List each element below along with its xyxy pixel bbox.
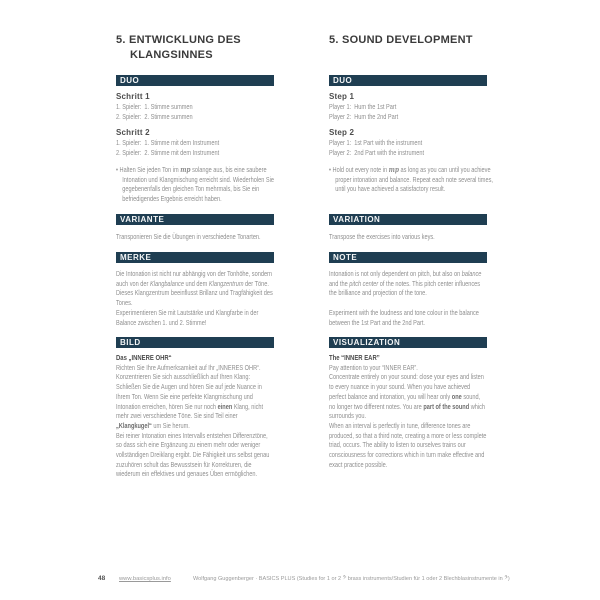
step1-label-german: Schritt 1 (116, 92, 150, 101)
variante-text: Transponieren Sie die Übungen in verschiedene Tonarten. (116, 232, 261, 241)
bild-paragraph1: Richten Sie Ihre Aufmerksamkeit auf Ihr „INNERES OHR“. Konzentrieren Sie sich ausschließlich auf Ihren Klang: Schließen Sie die Augen und hören Sie auf jede Nuance in Ihrem Ton. Wenn Sie eine perfekte Klangmischung und Intonation erreichen, hören Sie nur noch einen Klang, nicht mehr zwei verschiedene Töne. Sie sind Teil einer „Klangkugel“ um Sie herum. (116, 362, 265, 430)
website-link: www.basicsplus.info (119, 576, 171, 582)
visualization-paragraph1: Concentrate entirely on your sound: close your eyes and listen to every nuance in your sound. When you have achieved perfect balance and intonation, you will hear only one sound, no longer two different notes. You are part of the sound which surrounds you. (329, 372, 487, 421)
section-note (329, 252, 487, 328)
step2-line1-english: Player 1: 1st Part with the instrument (329, 138, 423, 148)
section-bar-variation: VARIATION (329, 214, 487, 225)
section-visualization (329, 337, 487, 469)
variation-text: Transpose the exercises into various keys. (329, 232, 435, 241)
chapter-title-line2: KLANGSINNES (130, 48, 213, 61)
step2-label-english: Step 2 (329, 128, 355, 138)
section-bar-visualization: VISUALIZATION (329, 337, 487, 348)
section-bar-merke: MERKE (116, 252, 274, 263)
chapter-title-line1: 5. ENTWICKLUNG DES (116, 34, 241, 46)
duo-bullet-german: • Halten Sie jeden Ton im mp solange aus, bis eine saubere Intonation und Klangmischung erreicht sind. Wiederholen Sie gegebenenfalls den gleichen Ton mehrmals, bis Sie ein befriedigendes Ergebnis erreicht haben. (116, 164, 276, 203)
section-bar-duo-german: DUO (116, 75, 274, 86)
step1-line1-english: Player 1: Hum the 1st Part (329, 102, 397, 111)
section-duo-english (329, 75, 495, 194)
section-bar-duo-english: DUO (329, 75, 487, 86)
visualization-paragraph2: When an interval is perfectly in tune, difference tones are produced, so that a third note, creating a more or less complete triad, occurs. The ability to listen to ourselves trains our consciousness for corrections which in turn make effective and exact practice possible. (329, 420, 488, 469)
section-bild (116, 337, 274, 479)
step2-label-german: Schritt 2 (116, 128, 150, 138)
page-number: 48 (98, 575, 106, 582)
visualization-paragraph0: Pay attention to your “INNER EAR”. (329, 362, 418, 372)
step2-line2-german: 2. Spieler: 2. Stimme mit dem Instrument (116, 148, 220, 158)
merke-paragraph1: Die Intonation ist nicht nur abhängig von der Tonhöhe, sondern auch von der Klangbalance und dem Klangzentrum der Töne. Dieses Klangzentrum beeinflusst Brillanz und Tragfähigkeit des Tones. (116, 269, 275, 308)
step1-label-english: Step 1 (329, 92, 355, 101)
bild-paragraph2: Bei reiner Intonation eines Intervalls entstehen Differenztöne, so dass sich eine Ergänzung zu einem mehr oder weniger vollständigen Dreiklang ergibt. Die Fähigkeit uns selbst genau zuzuhören schult das Bewusstsein für Korrekturen, die wiederum ein effektives und genaues Üben ermöglichen. (116, 430, 271, 479)
section-variation (329, 214, 487, 242)
chapter-title-german (116, 33, 274, 62)
section-bar-bild: BILD (116, 337, 274, 348)
visualization-heading: The “INNER EAR” (329, 353, 380, 362)
step2-line1-german: 1. Spieler: 1. Stimme mit dem Instrument (116, 138, 220, 148)
book-credit: Wolfgang Guggenberger · BASICS PLUS (Studies for 1 or 2 𝄢 brass instruments/Studien für 1 oder 2 Blechblasinstrumente in 𝄢) (193, 576, 510, 582)
step2-line2-english: Player 2: 2nd Part with the instrument (329, 148, 425, 158)
section-bar-note: NOTE (329, 252, 487, 263)
german-column (116, 0, 274, 600)
chapter-title-english (329, 33, 487, 48)
merke-paragraph2: Experimentieren Sie mit Lautstärke und Klangfarbe in der Balance zwischen 1. und 2. Stimme! (116, 307, 260, 327)
section-bar-variante: VARIANTE (116, 214, 274, 225)
chapter-title-line1-en: 5. SOUND DEVELOPMENT (329, 34, 473, 46)
note-paragraph2: Experiment with the loudness and tone colour in the balance between the 1st Part and the 2nd Part. (329, 308, 481, 327)
section-merke (116, 252, 274, 327)
step1-line1-german: 1. Spieler: 1. Stimme summen (116, 102, 193, 111)
section-duo-german (116, 75, 274, 204)
note-paragraph1: Intonation is not only dependent on pitch, but also on balance and the pitch center of the notes. This pitch center influences the brilliance and projection of the tone. (329, 269, 483, 298)
bild-heading: Das „INNERE OHR“ (116, 353, 172, 362)
step1-line2-english: Player 2: Hum the 2nd Part (329, 111, 399, 121)
section-variante (116, 214, 274, 242)
duo-bullet-english: • Hold out every note in mp as long as you can until you achieve proper intonation and balance. Repeat each note several times, until you have achieved a satisfactory result. (329, 164, 495, 194)
step1-line2-german: 2. Spieler: 2. Stimme summen (116, 111, 193, 121)
